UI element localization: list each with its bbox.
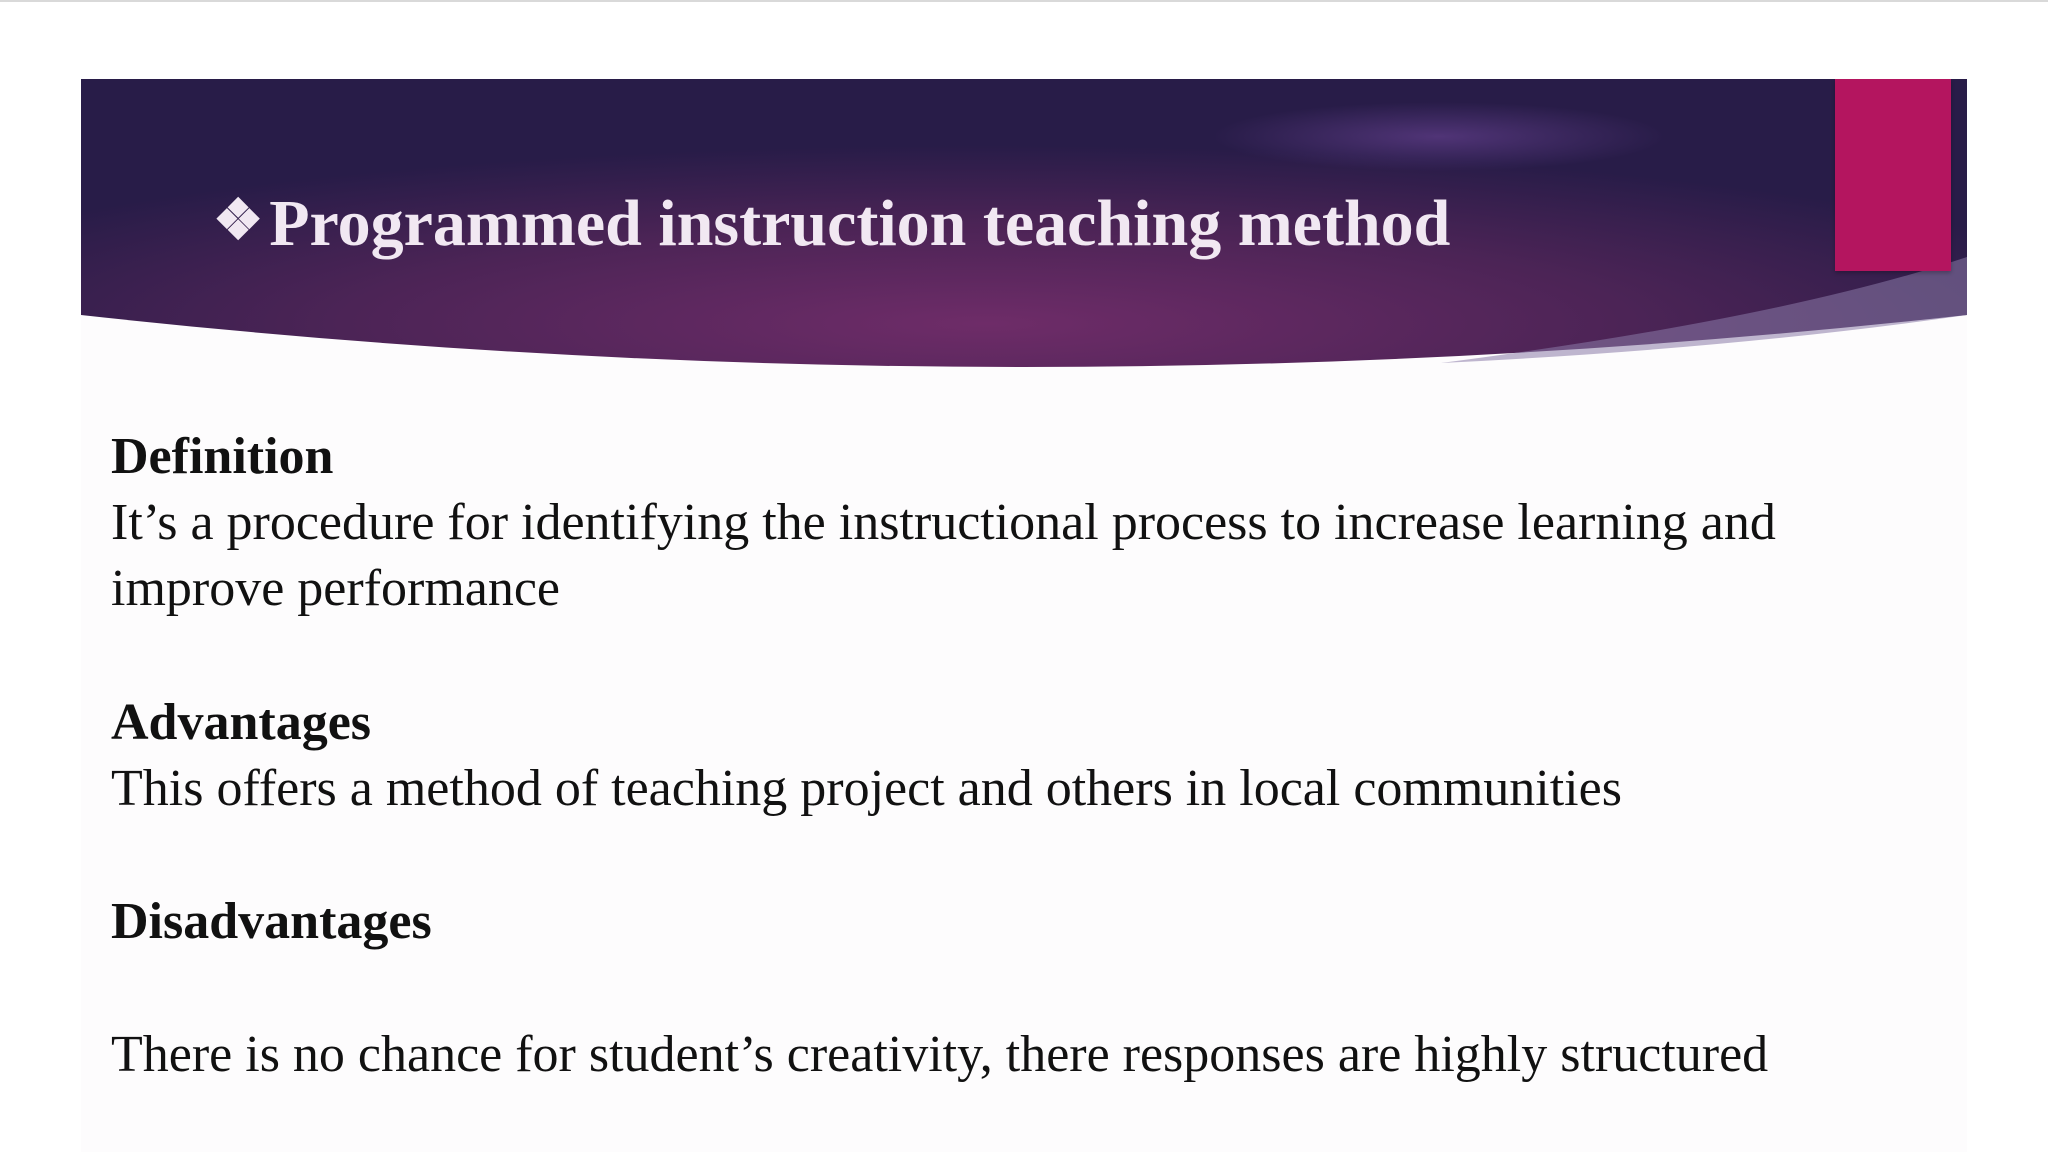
advantages-text-line-1: This offers a method of teaching project and others in local communities bbox=[111, 760, 1622, 817]
top-border bbox=[0, 0, 2048, 2]
definition-heading: Definition bbox=[111, 428, 334, 485]
diamond-bullet-icon: ❖ bbox=[213, 190, 264, 252]
slide-title bbox=[213, 187, 1451, 260]
title-banner bbox=[81, 79, 1967, 384]
definition-text-line-2: improve performance bbox=[111, 560, 561, 617]
slide bbox=[81, 79, 1967, 1152]
disadvantages-heading: Disadvantages bbox=[111, 893, 432, 950]
advantages-heading: Advantages bbox=[111, 694, 372, 751]
definition-text-line-1: It’s a procedure for identifying the instructional process to increase learning and bbox=[111, 494, 1776, 551]
slide-title-text: Programmed instruction teaching method bbox=[269, 187, 1451, 260]
disadvantages-text-line-1: There is no chance for student’s creativity, there responses are highly structured bbox=[111, 1026, 1769, 1083]
accent-tab bbox=[1835, 79, 1951, 271]
